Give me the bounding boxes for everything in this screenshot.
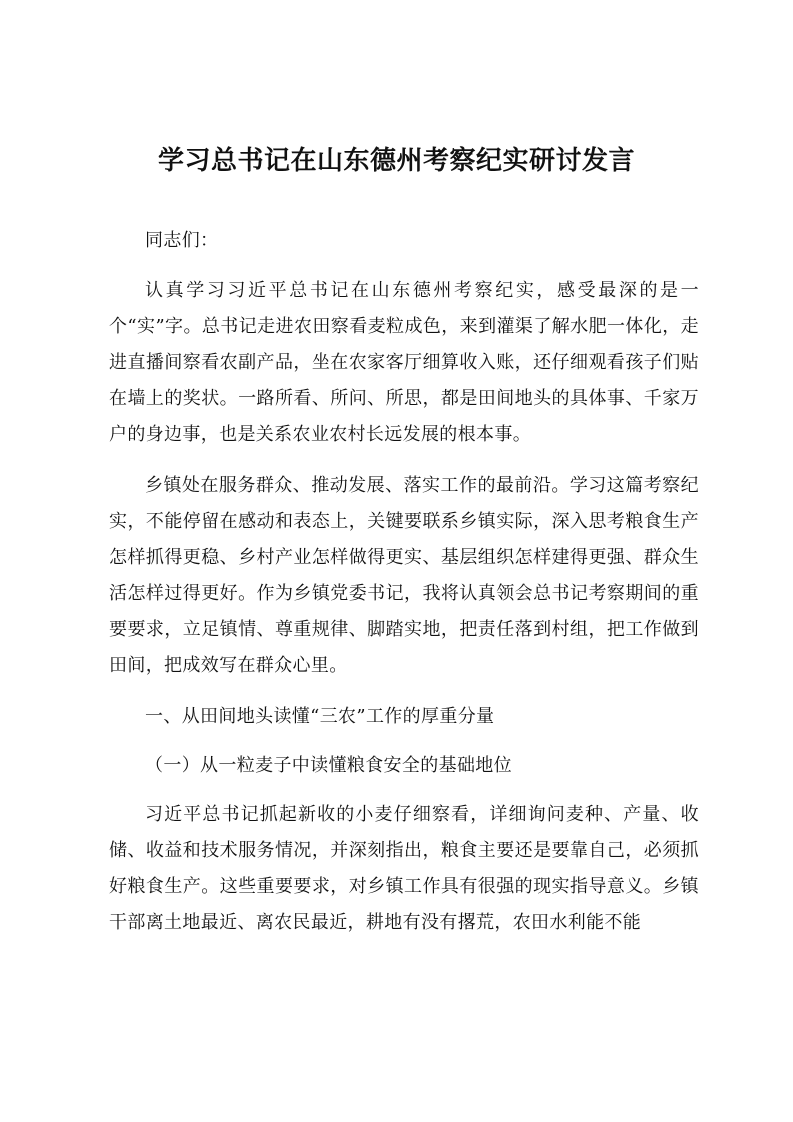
salutation: 同志们： <box>145 230 219 251</box>
paragraph-1: 认真学习习近平总书记在山东德州考察纪实，感受最深的是一个“实”字。总书记走进农田察看麦粒成色，来到灌渠了解水肥一体化，走进直播间察看农副产品，坐在农家客厅细算收入账，还仔细观看孩子们贴在墙上的奖状。一路所看、所问、所思，都是田间地头的具体事、千家万户的身边事，也是关系农业农村长远发展的根本事。 <box>109 280 699 445</box>
section-heading-1: 一、从田间地头读懂“三农”工作的厚重分量 <box>145 706 495 727</box>
paragraph-3: 习近平总书记抓起新收的小麦仔细察看，详细询问麦种、产量、收储、收益和技术服务情况，并深刻指出，粮食主要还是要靠自己，必须抓好粮食生产。这些重要要求，对乡镇工作具有很强的现实指导意义。乡镇干部离土地最近、离农民最近，耕地有没有撂荒，农田水利能不能 <box>109 804 699 933</box>
paragraph-2: 乡镇处在服务群众、推动发展、落实工作的最前沿。学习这篇考察纪实，不能停留在感动和表态上，关键要联系乡镇实际，深入思考粮食生产怎样抓得更稳、乡村产业怎样做得更实、基层组织怎样建得更强、群众生活怎样过得更好。作为乡镇党委书记，我将认真领会总书记考察期间的重要要求，立足镇情、尊重规律、脚踏实地，把责任落到村组，把工作做到田间，把成效写在群众心里。 <box>109 475 699 676</box>
subsection-heading-1: （一）从一粒麦子中读懂粮食安全的基础地位 <box>145 755 512 776</box>
document-body <box>109 223 699 956</box>
document-title: 学习总书记在山东德州考察纪实研讨发言 <box>157 146 635 176</box>
